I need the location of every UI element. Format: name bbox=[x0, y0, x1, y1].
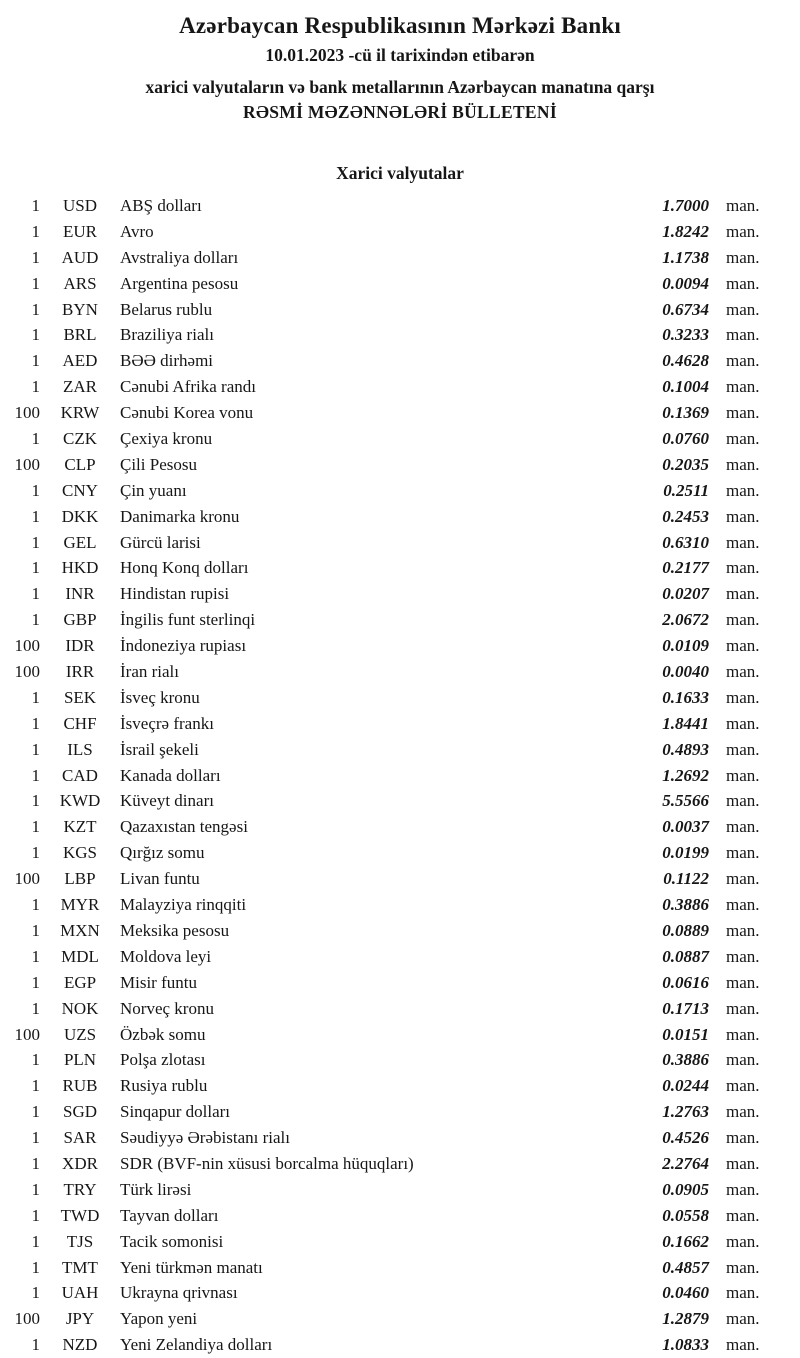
currency-qty: 1 bbox=[31, 998, 40, 1018]
unit-label: man. bbox=[726, 972, 760, 992]
currency-name: Avstraliya dolları bbox=[120, 247, 239, 267]
bulletin-title: RƏSMİ MƏZƏNNƏLƏRİ BÜLLETENİ bbox=[243, 102, 557, 122]
currency-rate: 0.2177 bbox=[662, 558, 709, 578]
currency-rate: 0.0889 bbox=[662, 920, 709, 940]
currency-code: EUR bbox=[63, 221, 97, 241]
currency-code: UZS bbox=[63, 1024, 97, 1044]
rate-row bbox=[0, 944, 800, 970]
currency-code: MYR bbox=[60, 895, 100, 915]
currency-qty: 1 bbox=[31, 895, 40, 915]
rate-row bbox=[0, 1332, 800, 1358]
rate-row bbox=[0, 452, 800, 478]
currency-rate: 0.4628 bbox=[662, 351, 709, 371]
currency-code: USD bbox=[62, 196, 97, 215]
currency-qty: 100 bbox=[14, 454, 40, 474]
currency-rate: 0.0460 bbox=[662, 1283, 709, 1303]
currency-code: XDR bbox=[62, 1153, 98, 1173]
unit-label: man. bbox=[726, 532, 760, 552]
currency-rate: 0.6310 bbox=[662, 532, 709, 552]
unit-label: man. bbox=[726, 687, 760, 707]
rate-row bbox=[0, 763, 800, 789]
currency-rate: 0.0109 bbox=[662, 636, 709, 656]
currency-name: Səudiyyə Ərəbistanı rialı bbox=[120, 1128, 290, 1148]
currency-rate: 0.0199 bbox=[662, 843, 709, 863]
currency-rate: 1.2692 bbox=[662, 765, 709, 785]
currency-code: DKK bbox=[61, 506, 99, 526]
currency-qty: 1 bbox=[31, 1335, 40, 1355]
unit-label: man. bbox=[726, 662, 760, 682]
currency-rate: 0.1122 bbox=[663, 869, 709, 889]
rate-row bbox=[0, 659, 800, 685]
currency-qty: 1 bbox=[31, 1076, 40, 1096]
rate-row bbox=[0, 788, 800, 814]
currency-rate: 0.1369 bbox=[662, 403, 709, 423]
rate-row bbox=[0, 478, 800, 504]
rate-row bbox=[0, 504, 800, 530]
currency-qty: 1 bbox=[31, 532, 40, 552]
unit-label: man. bbox=[726, 1128, 760, 1148]
currency-rate: 0.3233 bbox=[662, 325, 709, 345]
unit-label: man. bbox=[726, 273, 760, 293]
currency-name: Yapon yeni bbox=[120, 1309, 198, 1329]
currency-rate: 0.0040 bbox=[662, 662, 709, 682]
currency-code: CZK bbox=[63, 429, 97, 449]
rate-row bbox=[0, 219, 800, 245]
unit-label: man. bbox=[726, 791, 760, 811]
rate-row bbox=[0, 555, 800, 581]
currency-rate: 2.0672 bbox=[662, 610, 709, 630]
currency-qty: 1 bbox=[31, 1257, 40, 1277]
rate-row bbox=[0, 970, 800, 996]
rate-row bbox=[0, 1280, 800, 1306]
currency-rate: 0.0207 bbox=[662, 584, 709, 604]
currency-name: İsveçrə frankı bbox=[120, 713, 214, 733]
currency-code: BRL bbox=[63, 325, 97, 345]
currency-qty: 100 bbox=[14, 636, 40, 656]
currency-name: Yeni türkmən manatı bbox=[120, 1257, 263, 1277]
rate-row bbox=[0, 737, 800, 763]
currency-qty: 100 bbox=[14, 869, 40, 889]
currency-rate: 0.0887 bbox=[662, 946, 709, 966]
unit-label: man. bbox=[726, 1257, 760, 1277]
currency-rate: 0.3886 bbox=[662, 895, 709, 915]
section-title-foreign-currencies: Xarici valyutalar bbox=[336, 163, 464, 183]
currency-name: Cənubi Korea vonu bbox=[120, 403, 254, 423]
unit-label: man. bbox=[726, 739, 760, 759]
rate-row bbox=[0, 1099, 800, 1125]
currency-rate: 1.8441 bbox=[662, 713, 709, 733]
rate-row bbox=[0, 1073, 800, 1099]
currency-qty: 1 bbox=[31, 351, 40, 371]
currency-qty: 1 bbox=[31, 946, 40, 966]
currency-rate: 0.6734 bbox=[662, 299, 709, 319]
currency-qty: 1 bbox=[31, 558, 40, 578]
unit-label: man. bbox=[726, 506, 760, 526]
currency-qty: 1 bbox=[31, 791, 40, 811]
currency-name: Çexiya kronu bbox=[120, 429, 213, 449]
currency-rate: 0.0905 bbox=[662, 1179, 709, 1199]
currency-code: ARS bbox=[63, 273, 97, 293]
currency-code: SGD bbox=[62, 1102, 97, 1122]
currency-rate: 0.0151 bbox=[662, 1024, 709, 1044]
rate-row bbox=[0, 840, 800, 866]
currency-rate: 0.2453 bbox=[662, 506, 709, 526]
rate-row bbox=[0, 1151, 800, 1177]
currency-name: İngilis funt sterlinqi bbox=[120, 610, 256, 630]
currency-qty: 1 bbox=[31, 480, 40, 500]
currency-name: Özbək somu bbox=[120, 1024, 206, 1044]
currency-name: Qırğız somu bbox=[120, 843, 205, 863]
unit-label: man. bbox=[726, 1024, 760, 1044]
currency-code: NZD bbox=[62, 1335, 98, 1355]
currency-code: CLP bbox=[64, 454, 96, 474]
currency-qty: 1 bbox=[31, 739, 40, 759]
bank-name: Azərbaycan Respublikasının Mərkəzi Bankı bbox=[179, 13, 621, 38]
currency-name: Qazaxıstan tengəsi bbox=[120, 817, 248, 837]
currency-rate: 1.1738 bbox=[662, 247, 709, 267]
rate-row bbox=[0, 530, 800, 556]
unit-label: man. bbox=[726, 1335, 760, 1355]
currency-qty: 1 bbox=[31, 1179, 40, 1199]
currency-code: CAD bbox=[62, 765, 98, 785]
currency-qty: 1 bbox=[31, 429, 40, 449]
rate-row bbox=[0, 297, 800, 323]
currency-rate: 0.0558 bbox=[662, 1205, 709, 1225]
currency-code: UAH bbox=[61, 1283, 99, 1303]
currency-name: Çili Pesosu bbox=[120, 454, 197, 474]
currency-name: İsrail şekeli bbox=[120, 739, 199, 759]
currency-qty: 1 bbox=[31, 506, 40, 526]
currency-name: Tayvan dolları bbox=[120, 1205, 219, 1225]
unit-label: man. bbox=[726, 869, 760, 889]
rate-row bbox=[0, 1177, 800, 1203]
currency-code: CHF bbox=[63, 713, 97, 733]
rate-row bbox=[0, 1047, 800, 1073]
currency-qty: 1 bbox=[31, 1153, 40, 1173]
currency-code: KRW bbox=[60, 403, 100, 423]
rate-row bbox=[0, 348, 800, 374]
rate-row bbox=[0, 685, 800, 711]
currency-qty: 1 bbox=[31, 273, 40, 293]
unit-label: man. bbox=[726, 403, 760, 423]
currency-code: INR bbox=[65, 584, 95, 604]
currency-code: BYN bbox=[62, 299, 98, 319]
rates-table bbox=[0, 193, 800, 1358]
unit-label: man. bbox=[726, 584, 760, 604]
currency-code: PLN bbox=[63, 1050, 97, 1070]
currency-name: Norveç kronu bbox=[120, 998, 214, 1018]
currency-name: Honq Konq dolları bbox=[120, 558, 249, 578]
currency-name: Moldova leyi bbox=[120, 946, 212, 966]
currency-code: TJS bbox=[66, 1231, 94, 1251]
unit-label: man. bbox=[726, 247, 760, 267]
currency-rate: 0.0616 bbox=[662, 972, 709, 992]
unit-label: man. bbox=[726, 610, 760, 630]
unit-label: man. bbox=[726, 1231, 760, 1251]
currency-rate: 0.2511 bbox=[663, 480, 709, 500]
unit-label: man. bbox=[726, 351, 760, 371]
rate-row bbox=[0, 996, 800, 1022]
rate-row bbox=[0, 1229, 800, 1255]
rate-row bbox=[0, 711, 800, 737]
currency-qty: 1 bbox=[31, 972, 40, 992]
rate-row bbox=[0, 892, 800, 918]
rate-row bbox=[0, 866, 800, 892]
rate-row bbox=[0, 1022, 800, 1048]
currency-qty: 100 bbox=[14, 1024, 40, 1044]
unit-label: man. bbox=[726, 454, 760, 474]
currency-qty: 1 bbox=[31, 817, 40, 837]
currency-qty: 100 bbox=[14, 403, 40, 423]
currency-name: Gürcü larisi bbox=[120, 532, 201, 552]
currency-name: Misir funtu bbox=[120, 972, 197, 992]
currency-rate: 1.2763 bbox=[662, 1102, 709, 1122]
currency-name: Belarus rublu bbox=[120, 299, 213, 319]
currency-name: BƏƏ dirhəmi bbox=[120, 351, 214, 371]
unit-label: man. bbox=[726, 1076, 760, 1096]
currency-name: Kanada dolları bbox=[120, 765, 221, 785]
currency-qty: 1 bbox=[31, 1102, 40, 1122]
currency-code: SEK bbox=[63, 687, 97, 707]
currency-code: TMT bbox=[62, 1257, 98, 1277]
unit-label: man. bbox=[726, 325, 760, 345]
currency-code: GEL bbox=[63, 532, 97, 552]
currency-code: EGP bbox=[63, 972, 97, 992]
currency-code: NOK bbox=[61, 998, 99, 1018]
currency-name: Hindistan rupisi bbox=[120, 584, 230, 604]
currency-qty: 1 bbox=[31, 196, 40, 215]
currency-name: İran rialı bbox=[120, 662, 179, 682]
currency-name: Cənubi Afrika randı bbox=[120, 377, 256, 397]
currency-code: IDR bbox=[65, 636, 95, 656]
subject-line: xarici valyutaların və bank metallarının Azərbaycan manatına qarşı bbox=[145, 77, 655, 97]
currency-name: Tacik somonisi bbox=[120, 1231, 224, 1251]
currency-rate: 1.7000 bbox=[662, 196, 709, 215]
currency-name: Küveyt dinarı bbox=[120, 791, 214, 811]
currency-code: MDL bbox=[61, 946, 99, 966]
currency-qty: 1 bbox=[31, 1283, 40, 1303]
unit-label: man. bbox=[726, 480, 760, 500]
currency-code: CNY bbox=[62, 480, 98, 500]
currency-qty: 1 bbox=[31, 713, 40, 733]
currency-rate: 1.8242 bbox=[662, 221, 709, 241]
currency-name: İsveç kronu bbox=[120, 687, 200, 707]
currency-code: SAR bbox=[63, 1128, 97, 1148]
rate-row bbox=[0, 400, 800, 426]
currency-rate: 0.1662 bbox=[662, 1231, 709, 1251]
currency-rate: 5.5566 bbox=[662, 791, 709, 811]
currency-name: İndoneziya rupiası bbox=[120, 636, 247, 656]
currency-name: SDR (BVF-nin xüsusi borcalma hüquqları) bbox=[120, 1153, 414, 1173]
unit-label: man. bbox=[726, 1309, 760, 1329]
currency-qty: 1 bbox=[31, 1205, 40, 1225]
currency-code: AUD bbox=[61, 247, 99, 267]
rate-row bbox=[0, 581, 800, 607]
currency-code: TWD bbox=[60, 1205, 100, 1225]
currency-code: ILS bbox=[67, 739, 93, 759]
rate-row bbox=[0, 633, 800, 659]
currency-rate: 0.3886 bbox=[662, 1050, 709, 1070]
currency-qty: 1 bbox=[31, 325, 40, 345]
rate-row bbox=[0, 322, 800, 348]
unit-label: man. bbox=[726, 299, 760, 319]
currency-rate: 0.1713 bbox=[662, 998, 709, 1018]
unit-label: man. bbox=[726, 221, 760, 241]
unit-label: man. bbox=[726, 713, 760, 733]
currency-name: ABŞ dolları bbox=[120, 196, 202, 215]
effective-date-line: 10.01.2023 -cü il tarixindən etibarən bbox=[265, 45, 535, 65]
currency-rate: 1.0833 bbox=[662, 1335, 709, 1355]
unit-label: man. bbox=[726, 1050, 760, 1070]
currency-name: Sinqapur dolları bbox=[120, 1102, 231, 1122]
currency-qty: 1 bbox=[31, 299, 40, 319]
currency-qty: 1 bbox=[31, 610, 40, 630]
currency-name: Avro bbox=[120, 221, 154, 241]
currency-qty: 1 bbox=[31, 1231, 40, 1251]
currency-rate: 0.0760 bbox=[662, 429, 709, 449]
rate-row bbox=[0, 918, 800, 944]
rate-row bbox=[0, 1306, 800, 1332]
rate-row bbox=[0, 245, 800, 271]
currency-code: JPY bbox=[65, 1309, 95, 1329]
currency-code: LBP bbox=[64, 869, 96, 889]
unit-label: man. bbox=[726, 946, 760, 966]
unit-label: man. bbox=[726, 377, 760, 397]
unit-label: man. bbox=[726, 636, 760, 656]
currency-qty: 100 bbox=[14, 662, 40, 682]
currency-code: KGS bbox=[62, 843, 97, 863]
currency-qty: 1 bbox=[31, 687, 40, 707]
currency-rate: 0.2035 bbox=[662, 454, 709, 474]
currency-qty: 1 bbox=[31, 247, 40, 267]
unit-label: man. bbox=[726, 429, 760, 449]
currency-name: Malayziya rinqqiti bbox=[120, 895, 247, 915]
currency-rate: 1.2879 bbox=[662, 1309, 709, 1329]
currency-rate: 0.0244 bbox=[662, 1076, 709, 1096]
currency-name: Ukrayna qrivnası bbox=[120, 1283, 238, 1303]
unit-label: man. bbox=[726, 817, 760, 837]
currency-code: HKD bbox=[61, 558, 99, 578]
currency-rate: 0.0037 bbox=[662, 817, 709, 837]
currency-qty: 1 bbox=[31, 221, 40, 241]
currency-qty: 100 bbox=[14, 1309, 40, 1329]
currency-name: Argentina pesosu bbox=[120, 273, 239, 293]
currency-qty: 1 bbox=[31, 920, 40, 940]
currency-code: GBP bbox=[63, 610, 97, 630]
rate-row bbox=[0, 814, 800, 840]
currency-name: Braziliya rialı bbox=[120, 325, 214, 345]
currency-name: Danimarka kronu bbox=[120, 506, 240, 526]
currency-qty: 1 bbox=[31, 843, 40, 863]
currency-qty: 1 bbox=[31, 377, 40, 397]
unit-label: man. bbox=[726, 895, 760, 915]
rate-row bbox=[0, 607, 800, 633]
currency-rate: 0.4893 bbox=[662, 739, 709, 759]
rate-row bbox=[0, 374, 800, 400]
currency-name: Polşa zlotası bbox=[120, 1050, 206, 1070]
unit-label: man. bbox=[726, 196, 760, 215]
unit-label: man. bbox=[726, 1153, 760, 1173]
currency-rate: 0.4857 bbox=[662, 1257, 709, 1277]
unit-label: man. bbox=[726, 765, 760, 785]
currency-rate: 0.1633 bbox=[662, 687, 709, 707]
currency-qty: 1 bbox=[31, 584, 40, 604]
currency-code: AED bbox=[62, 351, 98, 371]
currency-name: Rusiya rublu bbox=[120, 1076, 208, 1096]
currency-qty: 1 bbox=[31, 765, 40, 785]
unit-label: man. bbox=[726, 920, 760, 940]
currency-code: KZT bbox=[63, 817, 97, 837]
rate-row bbox=[0, 1203, 800, 1229]
unit-label: man. bbox=[726, 1205, 760, 1225]
currency-name: Türk lirəsi bbox=[120, 1179, 192, 1199]
currency-name: Livan funtu bbox=[120, 869, 200, 889]
currency-rate: 0.4526 bbox=[662, 1128, 709, 1148]
rate-row bbox=[0, 426, 800, 452]
unit-label: man. bbox=[726, 558, 760, 578]
currency-code: KWD bbox=[59, 791, 101, 811]
currency-code: IRR bbox=[65, 662, 95, 682]
rate-row bbox=[0, 271, 800, 297]
currency-name: Yeni Zelandiya dolları bbox=[120, 1335, 273, 1355]
currency-rate: 2.2764 bbox=[662, 1153, 709, 1173]
currency-code: MXN bbox=[60, 920, 100, 940]
currency-name: Çin yuanı bbox=[120, 480, 187, 500]
currency-code: ZAR bbox=[63, 377, 97, 397]
unit-label: man. bbox=[726, 1179, 760, 1199]
unit-label: man. bbox=[726, 1283, 760, 1303]
currency-name: Meksika pesosu bbox=[120, 920, 230, 940]
currency-code: TRY bbox=[63, 1179, 97, 1199]
currency-rate: 0.1004 bbox=[662, 377, 709, 397]
bulletin-header bbox=[0, 12, 800, 123]
unit-label: man. bbox=[726, 1102, 760, 1122]
rate-row bbox=[0, 1125, 800, 1151]
rate-row bbox=[0, 1255, 800, 1281]
currency-qty: 1 bbox=[31, 1050, 40, 1070]
currency-rate: 0.0094 bbox=[662, 273, 709, 293]
currency-qty: 1 bbox=[31, 1128, 40, 1148]
rate-row bbox=[0, 193, 800, 219]
unit-label: man. bbox=[726, 843, 760, 863]
unit-label: man. bbox=[726, 998, 760, 1018]
currency-code: RUB bbox=[62, 1076, 98, 1096]
